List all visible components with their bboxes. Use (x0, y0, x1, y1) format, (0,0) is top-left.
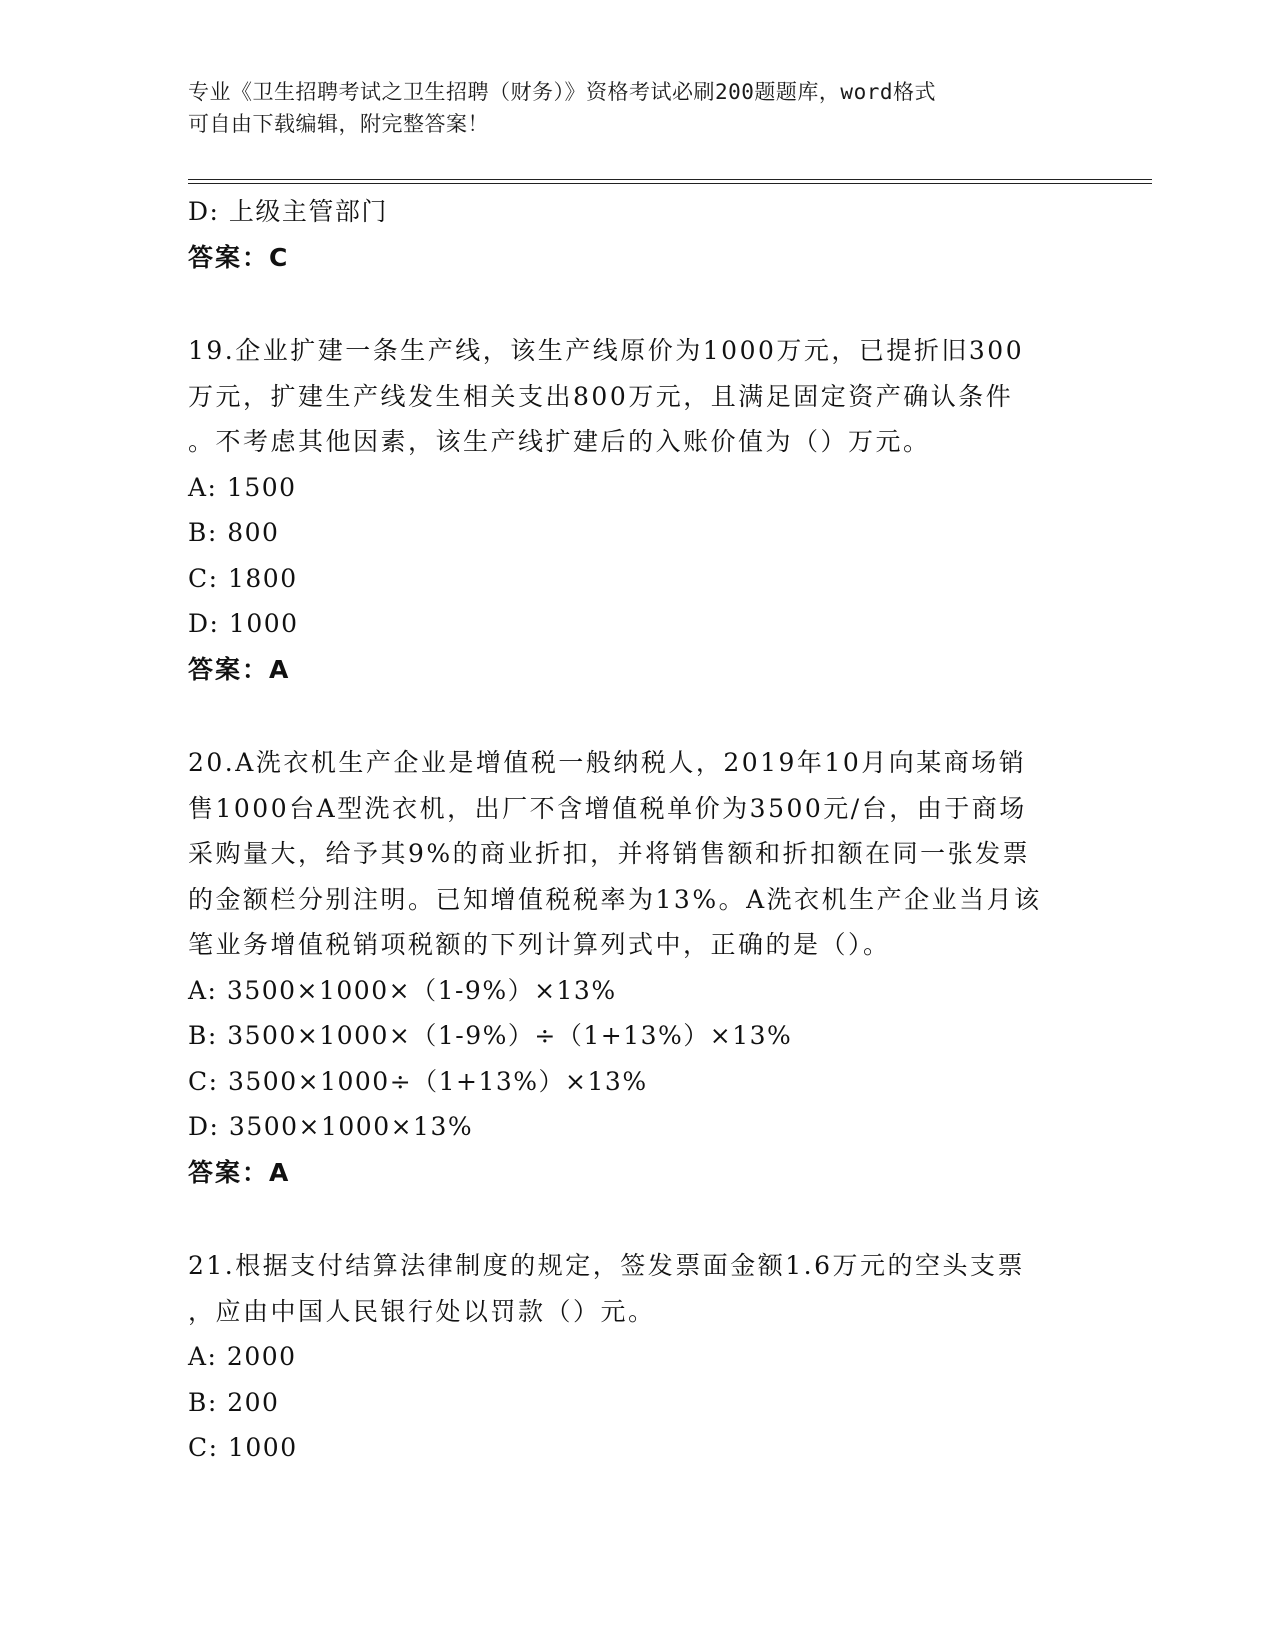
option-b: B: 800 (188, 518, 280, 547)
option-a: A: 2000 (188, 1342, 297, 1371)
option-d: D: 3500×1000×13% (188, 1112, 474, 1141)
question-19 (188, 328, 1078, 692)
question-20 (188, 740, 1078, 1195)
header-divider-bottom (188, 183, 1152, 184)
option-d: D: 1000 (188, 609, 299, 638)
header-line-1: 专业《卫生招聘考试之卫生招聘（财务）》资格考试必刷200题题库，word格式 (188, 80, 936, 104)
question-text-line: 21.根据支付结算法律制度的规定，签发票面金额1.6万元的空头支票 (188, 1251, 1026, 1280)
question-text-line: 。不考虑其他因素，该生产线扩建后的入账价值为（）万元。 (188, 427, 931, 456)
question-text-line: ，应由中国人民银行处以罚款（）元。 (188, 1296, 656, 1326)
question-21 (188, 1243, 1078, 1471)
answer-line: 答案：C (188, 242, 290, 272)
previous-question-tail (188, 189, 1078, 280)
header-divider-top (188, 179, 1152, 180)
question-text-line: 20.A洗衣机生产企业是增值税一般纳税人，2019年10月向某商场销 (188, 748, 1027, 777)
page-content (188, 189, 1078, 1471)
option-b: B: 3500×1000×（1-9%）÷（1+13%）×13% (188, 1021, 793, 1050)
question-text-line: 笔业务增值税销项税额的下列计算列式中，正确的是（）。 (188, 930, 891, 959)
option-b: B: 200 (188, 1387, 280, 1417)
option-d: D: 上级主管部门 (188, 197, 388, 226)
option-c: C: 3500×1000÷（1+13%）×13% (188, 1066, 648, 1096)
answer-line: 答案：A (188, 654, 291, 684)
header-line-2: 可自由下载编辑，附完整答案！ (188, 112, 489, 136)
option-a: A: 3500×1000×（1-9%）×13% (188, 975, 617, 1005)
option-a: A: 1500 (188, 472, 297, 502)
question-text-line: 采购量大，给予其9%的商业折扣，并将销售额和折扣额在同一张发票 (188, 839, 1031, 868)
question-text-line: 万元，扩建生产线发生相关支出800万元，且满足固定资产确认条件 (188, 381, 1014, 411)
question-text-line: 的金额栏分别注明。已知增值税税率为13%。A洗衣机生产企业当月该 (188, 884, 1042, 914)
answer-line: 答案：A (188, 1157, 291, 1187)
document-header (188, 76, 1088, 140)
question-text-line: 售1000台A型洗衣机，出厂不含增值税单价为3500元/台，由于商场 (188, 793, 1027, 823)
option-c: C: 1800 (188, 563, 298, 593)
question-text-line: 19.企业扩建一条生产线，该生产线原价为1000万元，已提折旧300 (188, 336, 1025, 365)
option-c: C: 1000 (188, 1433, 298, 1462)
